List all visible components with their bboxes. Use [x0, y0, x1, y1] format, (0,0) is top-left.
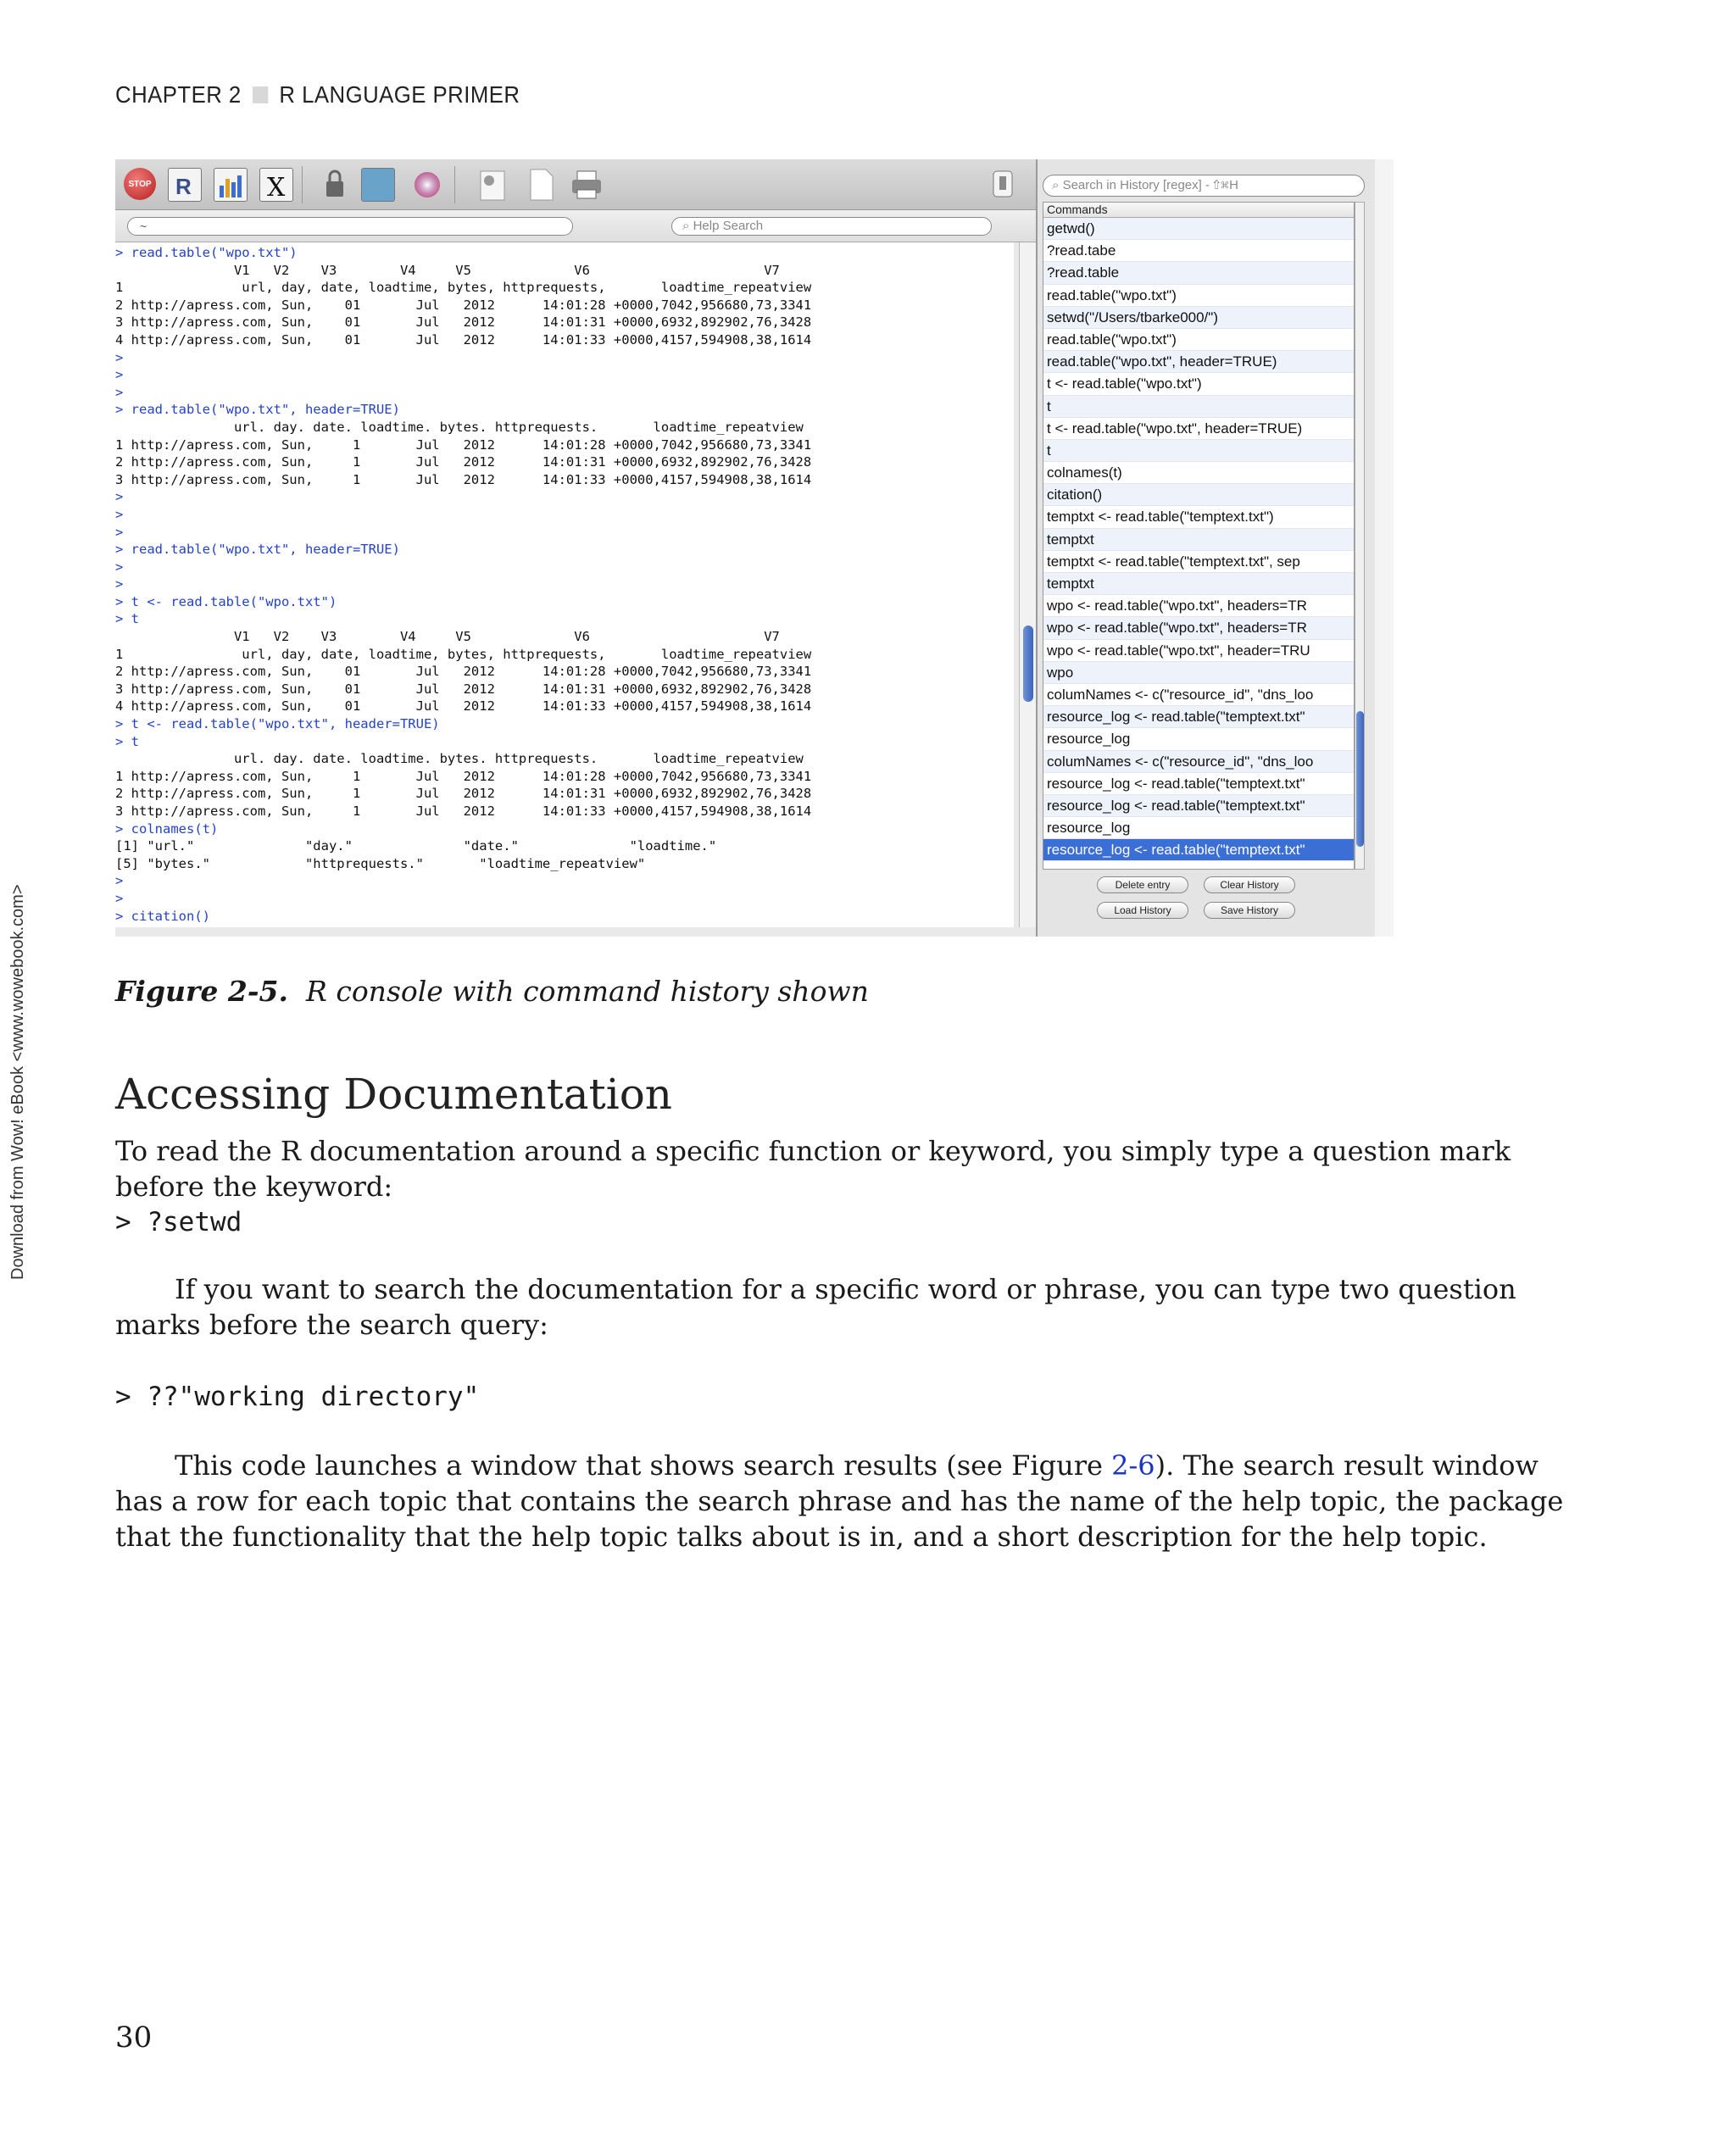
console-line: url. day. date. loadtime. bytes. httprequests. loadtime_repeatview	[115, 419, 804, 435]
history-item[interactable]: resource_log <- read.table("temptext.txt"	[1043, 795, 1354, 817]
history-item[interactable]: citation()	[1043, 484, 1354, 506]
history-item[interactable]: t	[1043, 396, 1354, 418]
console-line: 1 url, day, date, loadtime, bytes, httprequests, loadtime_repeatview	[115, 646, 812, 662]
clear-history-button[interactable]: Clear History	[1204, 876, 1295, 893]
console-line: 2 http://apress.com, Sun, 1 Jul 2012 14:01:31 +0000,6932,892902,76,3428	[115, 786, 812, 802]
console-line: 2 http://apress.com, Sun, 1 Jul 2012 14:01:31 +0000,6932,892902,76,3428	[115, 454, 812, 470]
history-item[interactable]: columNames <- c("resource_id", "dns_loo	[1043, 684, 1354, 706]
toolbar-separator	[302, 166, 303, 203]
console-line: >	[115, 524, 124, 540]
console-scroll-thumb[interactable]	[1023, 626, 1033, 702]
history-item[interactable]: colnames(t)	[1043, 462, 1354, 484]
code-setwd: > ?setwd	[115, 1207, 242, 1237]
console-line: > t	[115, 611, 139, 627]
history-item[interactable]: resource_log	[1043, 817, 1354, 839]
history-item[interactable]: wpo <- read.table("wpo.txt", header=TRU	[1043, 640, 1354, 662]
console-line: [1] "url." "day." "date." "loadtime."	[115, 838, 717, 854]
history-item[interactable]: resource_log <- read.table("temptext.txt"	[1043, 839, 1354, 861]
history-item[interactable]: columNames <- c("resource_id", "dns_loo	[1043, 751, 1354, 773]
history-item[interactable]: ?read.table	[1043, 262, 1354, 284]
history-item[interactable]: t	[1043, 440, 1354, 462]
color-wheel-icon[interactable]	[410, 168, 444, 202]
x11-icon[interactable]	[259, 168, 293, 202]
history-item[interactable]: temptxt	[1043, 529, 1354, 551]
history-item[interactable]: wpo <- read.table("wpo.txt", headers=TR	[1043, 595, 1354, 617]
help-search-placeholder: Help Search	[693, 219, 764, 233]
search-icon: ⌕	[682, 219, 693, 233]
figure-2-6-link[interactable]: 2-6	[1111, 1449, 1155, 1482]
console-line: >	[115, 576, 124, 592]
history-column-header[interactable]: Commands	[1043, 203, 1354, 218]
paragraph-3-text-a: This code launches a window that shows search results (see Figure	[175, 1449, 1112, 1482]
console-line: > t <- read.table("wpo.txt", header=TRUE)	[115, 716, 440, 732]
console-line: > colnames(t)	[115, 820, 219, 837]
paragraph-2-text: If you want to search the documentation for a specific word or phrase, you can type two question marks before the search query:	[115, 1273, 1516, 1341]
console-line: 2 http://apress.com, Sun, 01 Jul 2012 14:01:28 +0000,7042,956680,73,3341	[115, 664, 812, 680]
console-line: > t	[115, 733, 139, 749]
svg-text:R: R	[175, 174, 192, 199]
console-line: >	[115, 384, 124, 400]
delete-entry-button[interactable]: Delete entry	[1097, 876, 1188, 893]
console-line: >	[115, 349, 124, 365]
lock-icon[interactable]	[324, 168, 346, 202]
print-icon[interactable]	[570, 168, 604, 202]
console-line: > read.table("wpo.txt")	[115, 245, 298, 260]
console-line: 4 http://apress.com, Sun, 01 Jul 2012 14:01:33 +0000,4157,594908,38,1614	[115, 331, 812, 348]
figure-caption	[115, 975, 869, 1008]
history-search-placeholder: Search in History [regex] - ⇧⌘H	[1062, 178, 1238, 192]
section-title: Accessing Documentation	[115, 1070, 673, 1119]
console-line: V1 V2 V3 V4 V5 V6 V7	[115, 629, 780, 645]
history-item[interactable]: temptxt	[1043, 573, 1354, 595]
console-line: 3 http://apress.com, Sun, 01 Jul 2012 14:01:31 +0000,6932,892902,76,3428	[115, 681, 812, 697]
background-window-edge	[1375, 159, 1394, 937]
preferences-icon[interactable]	[478, 168, 507, 202]
page-number: 30	[115, 2021, 153, 2055]
chapter-title: R LANGUAGE PRIMER	[279, 81, 520, 108]
caption-text: R console with command history shown	[306, 975, 869, 1008]
history-search-input[interactable]	[1043, 175, 1365, 197]
figure-r-console	[115, 159, 1394, 937]
history-item[interactable]: wpo <- read.table("wpo.txt", headers=TR	[1043, 617, 1354, 639]
console-line: > t <- read.table("wpo.txt")	[115, 593, 337, 609]
console-line: 4 http://apress.com, Sun, 01 Jul 2012 14:01:33 +0000,4157,594908,38,1614	[115, 698, 812, 715]
paragraph-3	[115, 1448, 1573, 1554]
paragraph-3-text-b: ). The search result window has a row for each topic that contains the search phrase and has the name of the help topic, the package that the functionality that the help topic talks about is in, and a short description for the help topic.	[115, 1449, 1564, 1553]
history-item[interactable]: temptxt <- read.table("temptext.txt", sep	[1043, 551, 1354, 573]
chart-icon[interactable]	[214, 168, 248, 202]
history-item[interactable]: resource_log	[1043, 728, 1354, 750]
console-line: > citation()	[115, 908, 210, 924]
console-line: >	[115, 506, 124, 522]
history-item[interactable]: wpo	[1043, 662, 1354, 684]
console-line: 3 http://apress.com, Sun, 1 Jul 2012 14:01:33 +0000,4157,594908,38,1614	[115, 471, 812, 487]
code-help-search: > ??"working directory"	[115, 1382, 480, 1412]
workspace-icon[interactable]	[361, 168, 395, 202]
side-watermark: Download from Wow! eBook <www.wowebook.com>	[8, 884, 27, 1280]
history-item[interactable]: getwd()	[1043, 218, 1354, 240]
console-line: 3 http://apress.com, Sun, 1 Jul 2012 14:01:33 +0000,4157,594908,38,1614	[115, 804, 812, 819]
console-line: [5] "bytes." "httprequests." "loadtime_repeatview"	[115, 855, 646, 871]
history-item[interactable]: read.table("wpo.txt")	[1043, 285, 1354, 307]
history-items	[1043, 218, 1354, 861]
help-search-input[interactable]	[671, 217, 992, 236]
paragraph-2	[115, 1271, 1573, 1343]
console-line: 1 url, day, date, loadtime, bytes, httprequests, loadtime_repeatview	[115, 280, 812, 296]
caption-label: Figure 2-5.	[115, 975, 289, 1008]
console-line: > read.table("wpo.txt", header=TRUE)	[115, 402, 400, 418]
chapter-label: CHAPTER 2	[115, 81, 242, 108]
console-line: 2 http://apress.com, Sun, 01 Jul 2012 14:01:28 +0000,7042,956680,73,3341	[115, 297, 812, 313]
console-line: 3 http://apress.com, Sun, 01 Jul 2012 14:01:31 +0000,6932,892902,76,3428	[115, 314, 812, 331]
history-item[interactable]: ?read.tabe	[1043, 240, 1354, 262]
console-output[interactable]	[115, 242, 1014, 927]
path-bar	[115, 210, 1036, 242]
console-line: 1 http://apress.com, Sun, 1 Jul 2012 14:01:28 +0000,7042,956680,73,3341	[115, 437, 812, 453]
console-line: >	[115, 367, 124, 383]
history-scrollbar[interactable]	[1355, 202, 1365, 870]
history-item[interactable]: setwd("/Users/tbarke000/")	[1043, 307, 1354, 329]
separator-square	[253, 86, 268, 103]
console-line: V1 V2 V3 V4 V5 V6 V7	[115, 262, 780, 278]
search-icon: ⌕	[1052, 178, 1063, 192]
console-line: > read.table("wpo.txt", header=TRUE)	[115, 542, 400, 558]
history-item[interactable]: t <- read.table("wpo.txt")	[1043, 373, 1354, 395]
console-line: >	[115, 559, 124, 575]
paragraph-1: To read the R documentation around a specific function or keyword, you simply type a question mark before the keyword:	[115, 1135, 1511, 1203]
console-line: >	[115, 890, 124, 906]
console-text	[115, 242, 1014, 925]
console-scrollbar[interactable]	[1019, 242, 1036, 927]
history-item[interactable]: resource_log <- read.table("temptext.txt"	[1043, 706, 1354, 728]
stop-button[interactable]: STOP	[124, 168, 156, 200]
console-line: 1 http://apress.com, Sun, 1 Jul 2012 14:01:28 +0000,7042,956680,73,3341	[115, 768, 812, 784]
history-drawer	[1036, 159, 1375, 937]
history-item[interactable]: read.table("wpo.txt")	[1043, 329, 1354, 351]
r-source-icon[interactable]	[168, 168, 202, 202]
working-directory-field[interactable]: ~	[127, 217, 573, 236]
history-item[interactable]: t <- read.table("wpo.txt", header=TRUE)	[1043, 418, 1354, 440]
history-list	[1043, 202, 1355, 870]
history-item[interactable]: read.table("wpo.txt", header=TRUE)	[1043, 351, 1354, 373]
console-line: url. day. date. loadtime. bytes. httprequests. loadtime_repeatview	[115, 751, 804, 767]
drawer-toggle-icon[interactable]	[992, 168, 1014, 202]
console-line: >	[115, 873, 124, 889]
new-document-icon[interactable]	[529, 168, 554, 202]
toolbar-separator	[454, 166, 455, 203]
console-line: >	[115, 489, 124, 505]
svg-text:X: X	[267, 173, 286, 203]
load-history-button[interactable]: Load History	[1097, 902, 1188, 919]
history-scroll-thumb[interactable]	[1356, 711, 1364, 847]
history-item[interactable]: temptxt <- read.table("temptext.txt")	[1043, 506, 1354, 528]
history-item[interactable]: resource_log <- read.table("temptext.txt"	[1043, 773, 1354, 795]
running-head	[115, 81, 520, 108]
save-history-button[interactable]: Save History	[1204, 902, 1295, 919]
console-toolbar	[115, 159, 1036, 210]
